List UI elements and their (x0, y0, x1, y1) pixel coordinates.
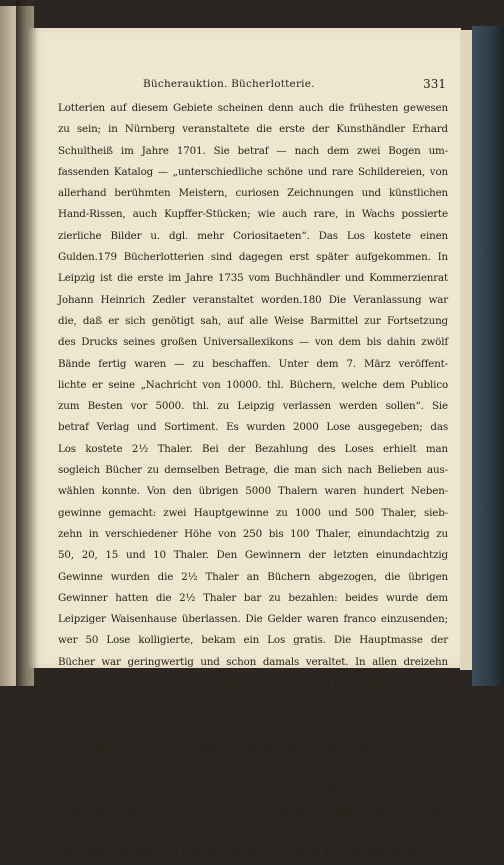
book-cover (472, 26, 504, 686)
text-line: Lotterien auf diesem Gebiete scheinen denn auch die frühesten gewesen (58, 102, 448, 114)
text-line: Gulden.179 Bücherlotterien sind dagegen erst später aufgekommen. In (58, 251, 448, 264)
book-gutter (16, 0, 38, 686)
text-line: Los kostete 2½ Thaler. Bei der Bezahlung des Loses erhielt man (58, 442, 448, 455)
text-line: zum Besten vor 5000. thl. zu Leipzig verlassen werden sollen“. Sie (58, 400, 448, 413)
text-line: die niedrigste setzte sich bis auf zwei Bücher ganz daraus zusammen. (58, 698, 448, 711)
text-line: lichte er seine „Nachricht von 10000. thl. Büchern, welche dem Publico (58, 378, 448, 391)
text-line: Hand-Rissen, auch Kupffer-Stücken; wie auch rare, in Wachs possierte (58, 208, 448, 221)
text-line: die, daß er sich genötigt sah, auf alle Weise Barmittel zur Fortsetzung (58, 314, 448, 327)
text-line: von Johannes Chrysostomus (25 Thaler), theologische Werke von Mart. (58, 826, 448, 839)
text-line: des Drucks seines großen Universallexikons — von dem bis dahin zwölf (58, 336, 448, 349)
text-line: Gewinnstufen herrschten kleine populäre, Schul- und Erbauungsbücher vor; (58, 677, 448, 690)
text-line: zierliche Bilder u. dgl. mehr Coriositaeten“. Das Los kostete einen (58, 229, 448, 242)
text-line: betraf Verlag und Sortiment. Es wurden 2000 Lose ausgegeben; das (58, 421, 448, 434)
body-text (58, 98, 448, 865)
text-line: Gewinner hatten die 2½ Thaler bar zu bezahlen: beides wurde dem (58, 591, 448, 604)
text-line: zu sein; in Nürnberg veranstaltete die erste der Kunsthändler Erhard (58, 123, 448, 136)
text-line: Bände fertig waren — zu beschaffen. Unter dem 7. März veröffent- (58, 357, 448, 370)
text-line: fassenden Katalog — „unterschiedliche schöne und rare Schildereien, von (58, 165, 448, 178)
text-line: wählen konnte. Von den übrigen 5000 Thalern waren hundert Neben- (58, 485, 448, 498)
page-header (58, 77, 446, 91)
text-line: gewinne gemacht: zwei Hauptgewinne zu 1000 und 500 Thaler, sieb- (58, 506, 448, 519)
text-line: Lohensteins Gedichte, Rauppii bibliotheca portatilis (10 Thaler), Schatz- (58, 762, 448, 775)
text-line: Dagegen fanden sich auch, besonders unter den Gewinnen von 100 Thalern (58, 719, 448, 732)
text-line: Chemnitz, Joh. Gerhard und Weyhenmeyer, Luthers Kirchenpostille, Joh. (58, 847, 427, 860)
running-head: Bücherauktion. Bücherlotterie. (143, 78, 315, 90)
text-line: Leipzig ist die erste im Jahre 1735 vom Buchhändler und Kommerzienrat (58, 272, 448, 285)
text-line: Schultheiß im Jahre 1701. Sie betraf — nach dem zwei Bogen um- (58, 144, 448, 157)
text-line: Johann Heinrich Zedler veranstaltet worden.180 Die Veranlassung war (58, 293, 448, 306)
text-line: an, wirklich wertvolle, sogar einzelne Bibliothekswerke darunter: so (58, 740, 448, 753)
text-line: Schriften, Spenersche Werke, Schauhs Biblischer Wegweiser, die Werke (58, 804, 448, 817)
text-line: sogleich Bücher zu demselben Betrage, die man sich nach Belieben aus- (58, 464, 448, 477)
text-line: 50, 20, 15 und 10 Thaler. Den Gewinnern der letzten einundachtzig (58, 549, 448, 562)
text-line: Gewinne wurden die 2½ Thaler an Büchern abgezogen, die übrigen (58, 570, 448, 583)
text-line: Bücher war geringwertig und schon damals veraltet. In allen dreizehn (58, 655, 448, 668)
text-line: Leipziger Waisenhause überlassen. Die Gelder waren franco einzusenden; (58, 613, 448, 626)
text-line: zehn in verschiedener Höhe von 250 bis 100 Thaler, einundachtzig zu (58, 527, 448, 540)
text-line: allerhand berühmten Meistern, curiosen Zeichnungen und künstlichen (58, 187, 448, 200)
page-number: 331 (423, 77, 446, 91)
text-line: wer 50 Lose kolligierte, bekam ein Los gratis. Die Hauptmasse der (58, 634, 448, 647)
text-line: kammer der Natur und Kunst (24 Thaler), Jac. Böhmes theosophische (58, 783, 448, 796)
